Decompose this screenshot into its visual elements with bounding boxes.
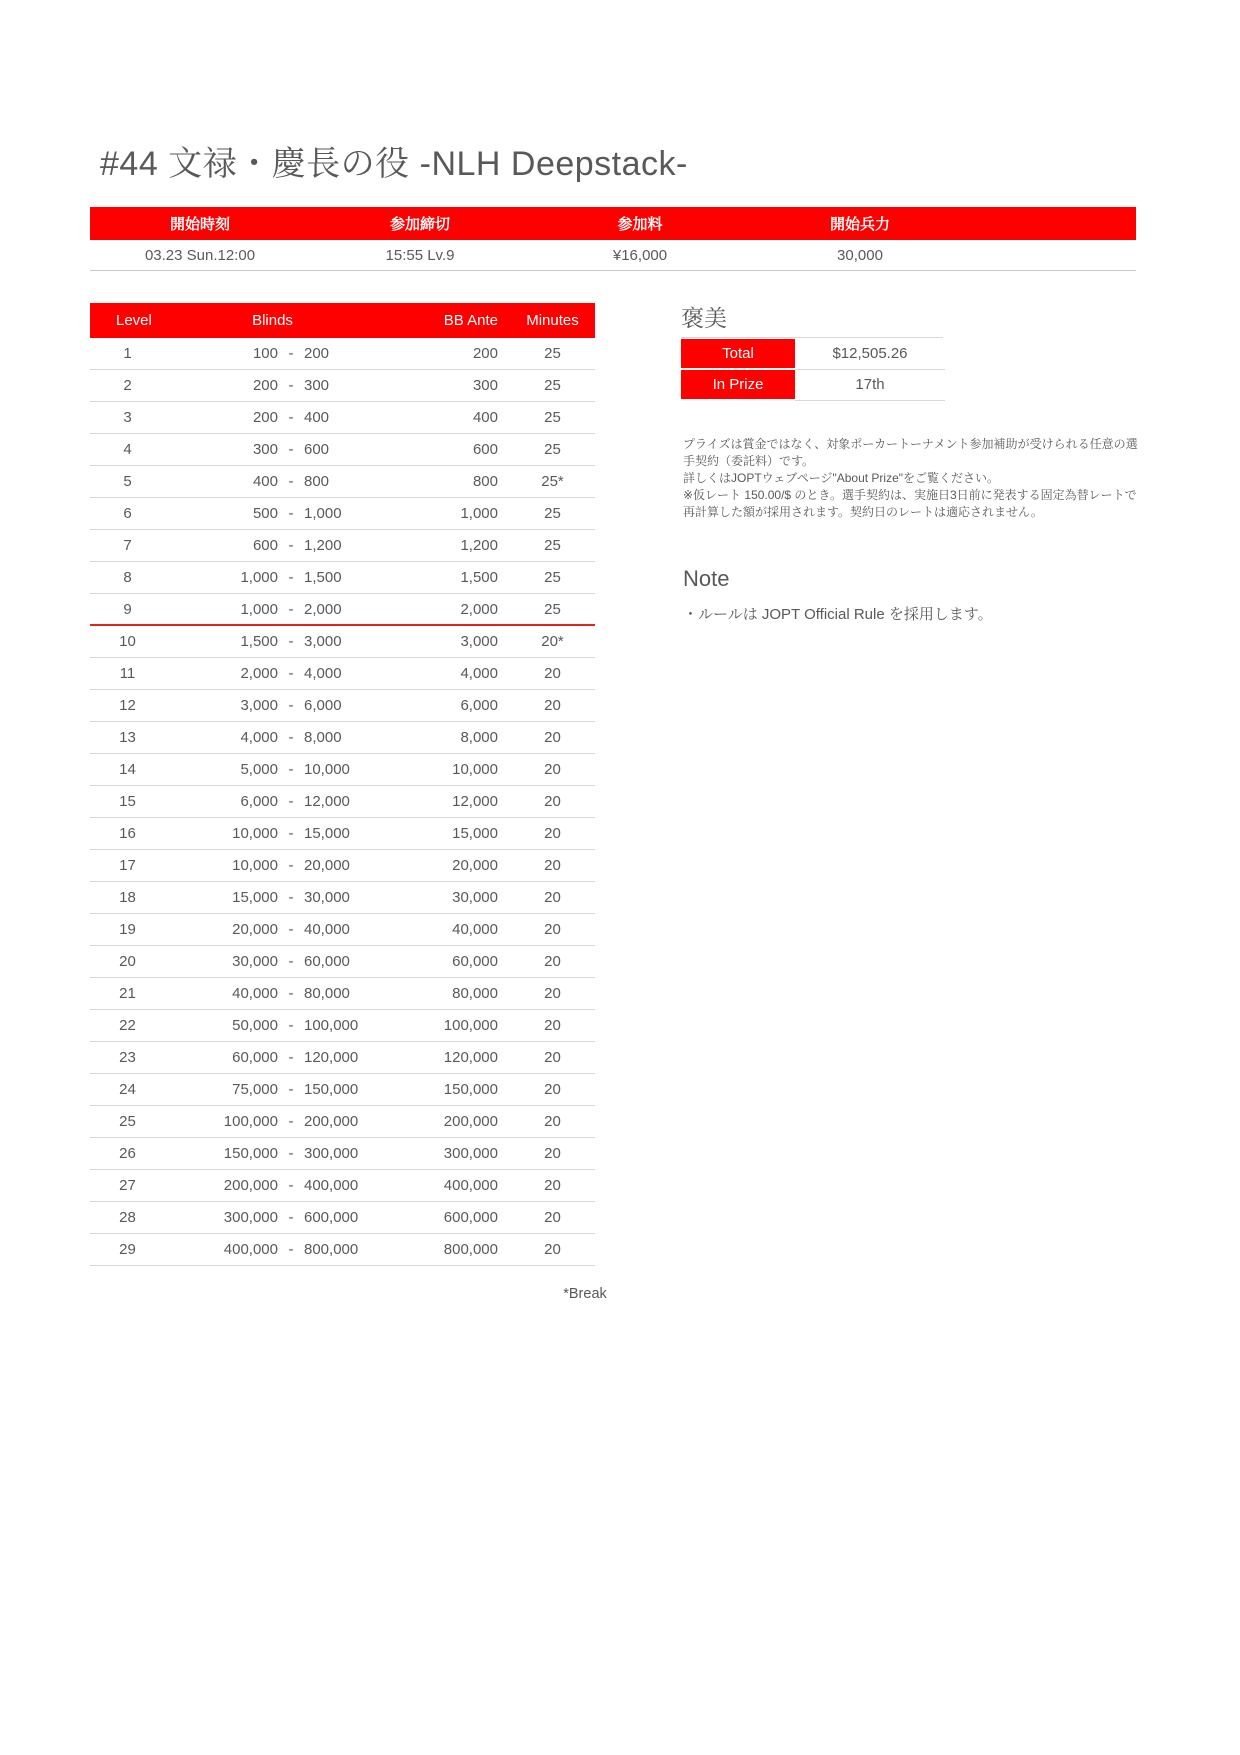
blinds-separator: -	[288, 697, 294, 714]
blinds-cell	[165, 633, 380, 650]
info-values-row	[90, 240, 1136, 271]
small-blind-value: 10,000	[232, 857, 278, 874]
level-row	[90, 882, 595, 914]
small-blind-value: 4,000	[240, 729, 278, 746]
bb-ante-cell: 300	[472, 377, 498, 394]
level-cell: 8	[123, 569, 132, 586]
blinds-cell	[165, 601, 380, 618]
level-row	[90, 1234, 595, 1266]
small-blind-value: 400,000	[223, 1241, 278, 1258]
level-cell: 25	[119, 1113, 136, 1130]
minutes-cell: 20	[544, 1241, 561, 1258]
level-cell: 22	[119, 1017, 136, 1034]
blinds-cell	[165, 985, 380, 1002]
big-blind-value: 600,000	[304, 1209, 359, 1226]
big-blind-value: 1,200	[304, 537, 342, 554]
level-cell: 19	[119, 921, 136, 938]
blinds-cell	[165, 793, 380, 810]
level-row	[90, 466, 595, 498]
level-cell: 28	[119, 1209, 136, 1226]
level-cell: 13	[119, 729, 136, 746]
info-header-buyin: 参加料	[617, 216, 663, 233]
prize-total-label: Total	[681, 339, 795, 370]
blinds-cell	[165, 1209, 380, 1226]
prize-disclaimer-line: 詳しくはJOPTウェブページ"About Prize"をご覧ください。	[683, 471, 1000, 485]
prize-total-value: $12,505.26	[795, 339, 945, 370]
big-blind-value: 400,000	[304, 1177, 359, 1194]
small-blind-value: 40,000	[232, 985, 278, 1002]
blinds-cell	[165, 345, 380, 362]
big-blind-value: 12,000	[304, 793, 350, 810]
level-cell: 26	[119, 1145, 136, 1162]
bb-ante-cell: 200,000	[443, 1113, 498, 1130]
level-row	[90, 722, 595, 754]
minutes-cell: 20	[544, 1209, 561, 1226]
bb-ante-cell: 400	[472, 409, 498, 426]
blinds-separator: -	[288, 1113, 294, 1130]
level-row	[90, 626, 595, 658]
big-blind-value: 6,000	[304, 697, 342, 714]
level-row	[90, 818, 595, 850]
blinds-separator: -	[288, 1145, 294, 1162]
small-blind-value: 10,000	[232, 825, 278, 842]
small-blind-value: 200,000	[223, 1177, 278, 1194]
bb-ante-cell: 8,000	[460, 729, 498, 746]
small-blind-value: 600	[252, 537, 278, 554]
small-blind-value: 150,000	[223, 1145, 278, 1162]
blinds-cell	[165, 569, 380, 586]
prize-total-row	[681, 339, 945, 370]
blinds-cell	[165, 665, 380, 682]
minutes-cell: 20	[544, 729, 561, 746]
big-blind-value: 600	[304, 441, 330, 458]
level-row	[90, 402, 595, 434]
column-header-blinds: Blinds	[252, 312, 293, 329]
blinds-cell	[165, 761, 380, 778]
level-row	[90, 530, 595, 562]
minutes-cell: 25	[544, 600, 561, 618]
note-heading: Note	[683, 566, 730, 591]
minutes-cell: 25	[544, 441, 561, 458]
bb-ante-cell: 12,000	[452, 793, 498, 810]
level-cell: 16	[119, 825, 136, 842]
blinds-cell	[165, 1017, 380, 1034]
column-header-bb-ante: BB Ante	[443, 312, 498, 329]
level-cell: 18	[119, 889, 136, 906]
small-blind-value: 1,000	[240, 600, 278, 618]
level-row	[90, 562, 595, 594]
blind-table-header	[90, 303, 595, 338]
level-cell: 24	[119, 1081, 136, 1098]
column-header-minutes: Minutes	[526, 312, 579, 329]
bb-ante-cell: 4,000	[460, 665, 498, 682]
blind-structure-table	[90, 303, 595, 1266]
minutes-cell: 25	[544, 409, 561, 426]
minutes-cell: 20	[544, 921, 561, 938]
blinds-separator: -	[288, 1241, 294, 1258]
bb-ante-cell: 400,000	[443, 1177, 498, 1194]
page-title: #44 文禄・慶長の役 -NLH Deepstack-	[100, 145, 688, 183]
minutes-cell: 20	[544, 985, 561, 1002]
blinds-separator: -	[288, 921, 294, 938]
level-cell: 9	[123, 600, 132, 618]
bb-ante-cell: 120,000	[443, 1049, 498, 1066]
level-row	[90, 914, 595, 946]
small-blind-value: 1,500	[240, 633, 278, 650]
bb-ante-cell: 60,000	[452, 953, 498, 970]
info-header-start-time: 開始時刻	[169, 216, 230, 233]
big-blind-value: 10,000	[304, 761, 350, 778]
blinds-cell	[165, 825, 380, 842]
minutes-cell: 20	[544, 953, 561, 970]
blinds-separator: -	[288, 633, 294, 650]
blinds-cell	[165, 697, 380, 714]
bb-ante-cell: 800,000	[443, 1241, 498, 1258]
blinds-cell	[165, 729, 380, 746]
small-blind-value: 300,000	[223, 1209, 278, 1226]
blinds-separator: -	[288, 1081, 294, 1098]
big-blind-value: 400	[304, 409, 330, 426]
minutes-cell: 25	[544, 537, 561, 554]
blinds-cell	[165, 441, 380, 458]
level-row	[90, 1042, 595, 1074]
small-blind-value: 200	[252, 377, 278, 394]
prize-disclaimer-line: プライズは賞金ではなく、対象ポーカートーナメント参加補助が受けられる任意の選	[683, 437, 1138, 451]
minutes-cell: 20	[544, 1081, 561, 1098]
note-text: ・ルールは JOPT Official Rule を採用します。	[683, 606, 993, 623]
prize-heading: 褒美	[681, 300, 943, 338]
bb-ante-cell: 15,000	[452, 825, 498, 842]
big-blind-value: 300,000	[304, 1145, 359, 1162]
prize-inprize-label: In Prize	[681, 370, 795, 401]
prize-disclaimer-line: 手契約（委託料）です。	[683, 454, 815, 468]
level-row	[90, 370, 595, 402]
minutes-cell: 20	[544, 1145, 561, 1162]
level-cell: 17	[119, 857, 136, 874]
prize-disclaimer	[683, 436, 1151, 521]
small-blind-value: 5,000	[240, 761, 278, 778]
level-cell: 27	[119, 1177, 136, 1194]
big-blind-value: 30,000	[304, 889, 350, 906]
minutes-cell: 25*	[541, 473, 564, 490]
level-cell: 23	[119, 1049, 136, 1066]
small-blind-value: 50,000	[232, 1017, 278, 1034]
level-cell: 11	[119, 665, 136, 682]
bb-ante-cell: 100,000	[443, 1017, 498, 1034]
small-blind-value: 3,000	[240, 697, 278, 714]
level-row	[90, 498, 595, 530]
blinds-separator: -	[288, 1017, 294, 1034]
level-row	[90, 786, 595, 818]
big-blind-value: 20,000	[304, 857, 350, 874]
bb-ante-cell: 30,000	[452, 889, 498, 906]
small-blind-value: 100	[252, 345, 278, 362]
minutes-cell: 25	[544, 377, 561, 394]
big-blind-value: 1,000	[304, 505, 342, 522]
blinds-cell	[165, 921, 380, 938]
level-cell: 5	[123, 473, 132, 490]
buyin-value: ¥16,000	[612, 246, 668, 264]
blinds-cell	[165, 1145, 380, 1162]
minutes-cell: 20	[544, 761, 561, 778]
level-cell: 15	[119, 793, 136, 810]
blinds-cell	[165, 953, 380, 970]
big-blind-value: 40,000	[304, 921, 350, 938]
level-cell: 4	[123, 441, 132, 458]
bb-ante-cell: 600	[472, 441, 498, 458]
level-cell: 21	[119, 985, 136, 1002]
level-row	[90, 978, 595, 1010]
blinds-separator: -	[288, 1209, 294, 1226]
blinds-cell	[165, 1113, 380, 1130]
big-blind-value: 1,500	[304, 569, 342, 586]
blinds-separator: -	[288, 729, 294, 746]
prize-inprize-row	[681, 370, 945, 401]
level-cell: 3	[123, 409, 132, 426]
minutes-cell: 20	[544, 825, 561, 842]
small-blind-value: 400	[252, 473, 278, 490]
level-row	[90, 594, 595, 626]
level-cell: 2	[123, 377, 132, 394]
minutes-cell: 20	[544, 793, 561, 810]
info-header-reg-close: 参加締切	[389, 216, 450, 233]
blinds-separator: -	[288, 441, 294, 458]
blinds-separator: -	[288, 825, 294, 842]
bb-ante-cell: 1,000	[460, 505, 498, 522]
blinds-cell	[165, 889, 380, 906]
minutes-cell: 20	[544, 857, 561, 874]
big-blind-value: 800	[304, 473, 330, 490]
prize-table	[681, 339, 945, 401]
break-footnote: *Break	[563, 1286, 607, 1302]
blinds-cell	[165, 377, 380, 394]
blinds-cell	[165, 1177, 380, 1194]
blinds-separator: -	[288, 665, 294, 682]
level-row	[90, 754, 595, 786]
small-blind-value: 30,000	[232, 953, 278, 970]
big-blind-value: 150,000	[304, 1081, 359, 1098]
bb-ante-cell: 10,000	[452, 761, 498, 778]
starting-stack-value: 30,000	[837, 246, 883, 264]
level-cell: 6	[123, 505, 132, 522]
prize-disclaimer-line: 再計算した額が採用されます。契約日のレートは適応されません。	[683, 505, 1043, 519]
level-table-body	[90, 338, 595, 1266]
level-row	[90, 1074, 595, 1106]
minutes-cell: 20	[544, 665, 561, 682]
level-cell: 10	[119, 633, 136, 650]
blinds-separator: -	[288, 761, 294, 778]
bb-ante-cell: 150,000	[443, 1081, 498, 1098]
minutes-cell: 20	[544, 889, 561, 906]
level-cell: 7	[123, 537, 132, 554]
big-blind-value: 3,000	[304, 633, 342, 650]
small-blind-value: 6,000	[240, 793, 278, 810]
blinds-cell	[165, 1049, 380, 1066]
big-blind-value: 15,000	[304, 825, 350, 842]
blinds-separator: -	[288, 409, 294, 426]
blinds-separator: -	[288, 1049, 294, 1066]
small-blind-value: 15,000	[232, 889, 278, 906]
bb-ante-cell: 6,000	[460, 697, 498, 714]
blinds-separator: -	[288, 793, 294, 810]
big-blind-value: 200,000	[304, 1113, 359, 1130]
minutes-cell: 20	[544, 1017, 561, 1034]
bb-ante-cell: 600,000	[443, 1209, 498, 1226]
big-blind-value: 200	[304, 345, 330, 362]
bb-ante-cell: 800	[472, 473, 498, 490]
minutes-cell: 20*	[541, 633, 564, 650]
small-blind-value: 500	[252, 505, 278, 522]
blinds-separator: -	[288, 889, 294, 906]
level-row	[90, 850, 595, 882]
bb-ante-cell: 20,000	[452, 857, 498, 874]
level-row	[90, 338, 595, 370]
blinds-cell	[165, 537, 380, 554]
bb-ante-cell: 2,000	[460, 600, 498, 618]
blinds-separator: -	[288, 985, 294, 1002]
blinds-cell	[165, 505, 380, 522]
big-blind-value: 4,000	[304, 665, 342, 682]
bb-ante-cell: 80,000	[452, 985, 498, 1002]
level-row	[90, 658, 595, 690]
small-blind-value: 75,000	[232, 1081, 278, 1098]
minutes-cell: 20	[544, 1113, 561, 1130]
blinds-cell	[165, 473, 380, 490]
small-blind-value: 300	[252, 441, 278, 458]
small-blind-value: 2,000	[240, 665, 278, 682]
column-header-level: Level	[116, 312, 152, 329]
big-blind-value: 80,000	[304, 985, 350, 1002]
bb-ante-cell: 3,000	[460, 633, 498, 650]
blinds-separator: -	[288, 857, 294, 874]
info-header-starting-stack: 開始兵力	[829, 216, 890, 233]
bb-ante-cell: 300,000	[443, 1145, 498, 1162]
big-blind-value: 60,000	[304, 953, 350, 970]
level-row	[90, 1106, 595, 1138]
level-cell: 12	[119, 697, 136, 714]
minutes-cell: 20	[544, 697, 561, 714]
big-blind-value: 120,000	[304, 1049, 359, 1066]
blinds-separator: -	[288, 1177, 294, 1194]
bb-ante-cell: 1,500	[460, 569, 498, 586]
level-row	[90, 434, 595, 466]
level-row	[90, 1138, 595, 1170]
level-row	[90, 1202, 595, 1234]
blinds-separator: -	[288, 953, 294, 970]
blinds-cell	[165, 857, 380, 874]
big-blind-value: 8,000	[304, 729, 342, 746]
level-cell: 1	[123, 345, 132, 362]
prize-inprize-value: 17th	[795, 370, 945, 401]
level-cell: 29	[119, 1241, 136, 1258]
blinds-separator: -	[288, 537, 294, 554]
blinds-cell	[165, 1241, 380, 1258]
level-row	[90, 946, 595, 978]
big-blind-value: 800,000	[304, 1241, 359, 1258]
minutes-cell: 25	[544, 345, 561, 362]
bb-ante-cell: 1,200	[460, 537, 498, 554]
small-blind-value: 60,000	[232, 1049, 278, 1066]
big-blind-value: 2,000	[304, 600, 342, 618]
big-blind-value: 300	[304, 377, 330, 394]
minutes-cell: 25	[544, 569, 561, 586]
small-blind-value: 100,000	[223, 1113, 278, 1130]
blinds-separator: -	[288, 473, 294, 490]
info-header-bar	[90, 207, 1136, 240]
minutes-cell: 25	[544, 505, 561, 522]
blinds-separator: -	[288, 345, 294, 362]
blinds-separator: -	[288, 600, 294, 618]
blinds-separator: -	[288, 505, 294, 522]
prize-disclaimer-line: ※仮レート 150.00/$ のとき。選手契約は、実施日3日前に発表する固定為替レートで	[683, 488, 1137, 502]
bb-ante-cell: 40,000	[452, 921, 498, 938]
blinds-cell	[165, 1081, 380, 1098]
level-row	[90, 690, 595, 722]
blinds-cell	[165, 409, 380, 426]
small-blind-value: 20,000	[232, 921, 278, 938]
blinds-separator: -	[288, 569, 294, 586]
small-blind-value: 1,000	[240, 569, 278, 586]
bb-ante-cell: 200	[472, 345, 498, 362]
big-blind-value: 100,000	[304, 1017, 359, 1034]
level-cell: 20	[119, 953, 136, 970]
minutes-cell: 20	[544, 1177, 561, 1194]
level-cell: 14	[119, 761, 136, 778]
small-blind-value: 200	[252, 409, 278, 426]
reg-close-value: 15:55 Lv.9	[385, 246, 455, 264]
minutes-cell: 20	[544, 1049, 561, 1066]
level-row	[90, 1010, 595, 1042]
level-row	[90, 1170, 595, 1202]
start-time-value: 03.23 Sun.12:00	[144, 246, 256, 264]
blinds-separator: -	[288, 377, 294, 394]
